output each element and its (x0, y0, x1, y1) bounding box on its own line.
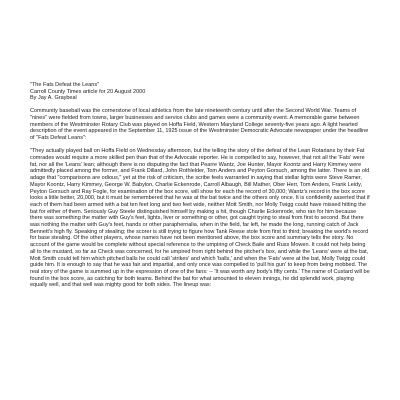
byline: By Jay A. Graybeal (30, 95, 77, 102)
article-header (30, 82, 370, 102)
publication-line: Carroll County Times article for 20 August 2000 (30, 88, 146, 95)
body-paragraph-2: "They actually played ball on Hoffa Field on Wednesday afternoon, but the telling the story of the defeat of the Lean Rotarians by their Fat comrades would require a more skilled pen than that of the Advocate reporter. He is compelled to say, however, that not all the 'Fats' were fat, nor all the 'Leans' lean; although there is no disputing the fact that Pearre Wantz, Joe Hunter, Mayor Koontz and Harry Kimmey were admittedly placed among the former, and Frank Dillard, John Rothlelder, Tom Anders and Peyton Gorsuch, among the latter. There is an old adage that "comparisons are odious," yet at the risk of criticism, the scribe feels warranted in saying that stellar lights were Steve Ramer, Mayor Koontz, Harry Kimmey, George W. Babylon, Charlie Eckenrode, Carroll Albaugh, Bill Mather, Ober Herr, Tom Anders, Frank Leidy, Peyton Gorsuch and Ray Fogle, for examination of the box score, will show for each the record of 30,000; Wantz's record in the box score looks a little better, 20,000, but it must be remembered that he was at the bat twice and the others only once. It is confidently asserted that if each of them had been armed with a bat ten feet long and two feet wide, neither Mott Smith, nor Molly Twigg could have missed hitting the bat for either of them. Seriously Guy Steele distinguished himself by making a hit, though Charlie Eckenrode, who ran for him because there was something the matter with Guy's feet, lights, liver or something or other, got caught trying to steal from first to second. But there was nothing the matter with Guy's feet, hands or other paraphernalia, when in the field, far left, he made the long, running catch of Jack Bennett's high fly. Speaking of stealing; the scorer is still trying to figure how Tank Reese stole from first to third; breaking the world's record for base stealing. Of the other players, whose names have not been mentioned above, the box score and summary tells the story. No account of the game would be complete without special reference to the umpiring of Check Baile and Russ Mowen. It could not help being all to the mustard, so far as Check was concerned, for he umpired from right behind the pitcher's box, and while the 'Leans' were at the bat, Mott Smith could tell him which pitched balls he could call 'strikes' and which 'balls,' and when the 'Fats' were at the bat, Molly Twigg could guide him. It is enough to say that he was fair and impartial, and only once was compelled to 'pull his gun' to keep from being mobbed. The real story of the game is summed up in the expression of one of the fans: -- 'It was worth any body's fifty cents.' The name of Custard will be found in the box score, as catching for both teams. Behind the bat for what amounted to eleven innings, he did splendid work, playing equally well, and that well was mighty good for both sides. The lineup was: (30, 148, 370, 289)
body-paragraph-1: Community baseball was the cornerstone of local athletics from the late nineteenth century until after the Second World War. Teams of "nines" were fielded from towns, larger businesses and service clubs and games were a community event. A memorable game between members of the Westminster Rotary Club was played on Hoffa Field, Western Maryland College seventy-five years ago. A light hearted description of the event appeared in the September 11, 1925 issue of the Westminster Democratic Advocate newspaper under the headline of "Fats Defeat Leans": (30, 108, 369, 142)
article-title: "The Fats Defeat the Leans" (30, 82, 100, 88)
